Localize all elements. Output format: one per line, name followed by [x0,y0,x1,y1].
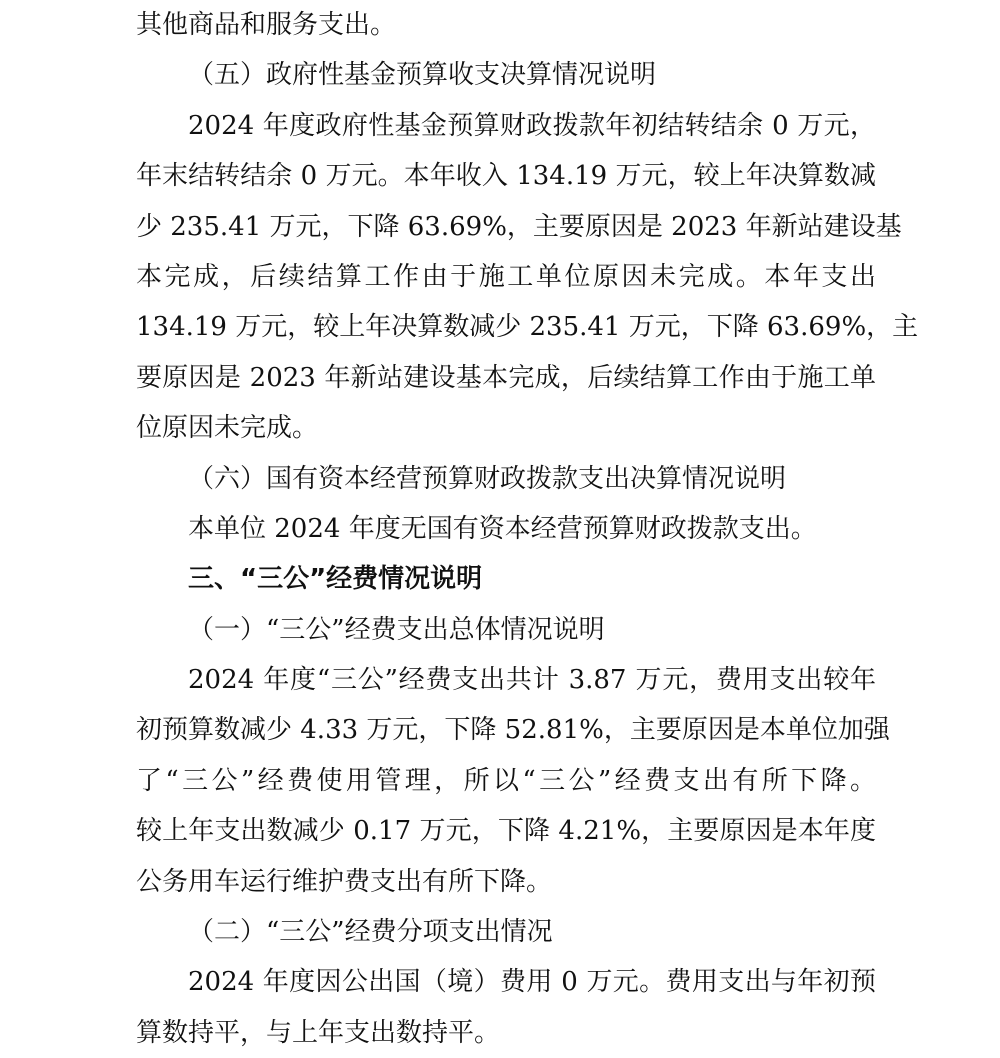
paragraph-line: 年末结转结余 0 万元。本年收入 134.19 万元，较上年决算数减 [136,161,876,192]
paragraph-line: 2024 年度政府性基金预算财政拨款年初结转结余 0 万元， [188,110,876,141]
paragraph-line: 了“三公”经费使用管理，所以“三公”经费支出有所下降。 [136,765,876,796]
paragraph-line: 少 235.41 万元，下降 63.69%，主要原因是 2023 年新站建设基 [136,211,902,242]
paragraph-line: 初预算数减少 4.33 万元，下降 52.81%，主要原因是本单位加强 [136,715,890,746]
paragraph-line: 134.19 万元，较上年决算数减少 235.41 万元，下降 63.69%，主 [136,312,919,343]
document-page [136,0,919,1058]
section-heading-three-1: （一）“三公”经费支出总体情况说明 [188,614,605,645]
paragraph-line: 2024 年度“三公”经费支出共计 3.87 万元，费用支出较年 [188,665,876,696]
paragraph-line: 其他商品和服务支出。 [136,10,397,40]
paragraph-line: 2024 年度因公出国（境）费用 0 万元。费用支出与年初预 [188,967,876,998]
paragraph-line: 公务用车运行维护费支出有所下降。 [136,866,553,897]
paragraph-line: 要原因是 2023 年新站建设基本完成，后续结算工作由于施工单 [136,362,876,393]
chapter-heading-three: 三、“三公”经费情况说明 [188,564,483,595]
section-heading-6: （六）国有资本经营预算财政拨款支出决算情况说明 [188,463,787,494]
paragraph-line: 本完成，后续结算工作由于施工单位原因未完成。本年支出 [136,261,876,292]
paragraph-line: 本单位 2024 年度无国有资本经营预算财政拨款支出。 [188,513,817,544]
paragraph-line: 较上年支出数减少 0.17 万元，下降 4.21%，主要原因是本年度 [136,816,876,847]
section-heading-5: （五）政府性基金预算收支决算情况说明 [188,60,657,91]
paragraph-line: 位原因未完成。 [136,413,319,444]
paragraph-line: 算数持平，与上年支出数持平。 [136,1017,501,1048]
section-heading-three-2: （二）“三公”经费分项支出情况 [188,917,553,948]
